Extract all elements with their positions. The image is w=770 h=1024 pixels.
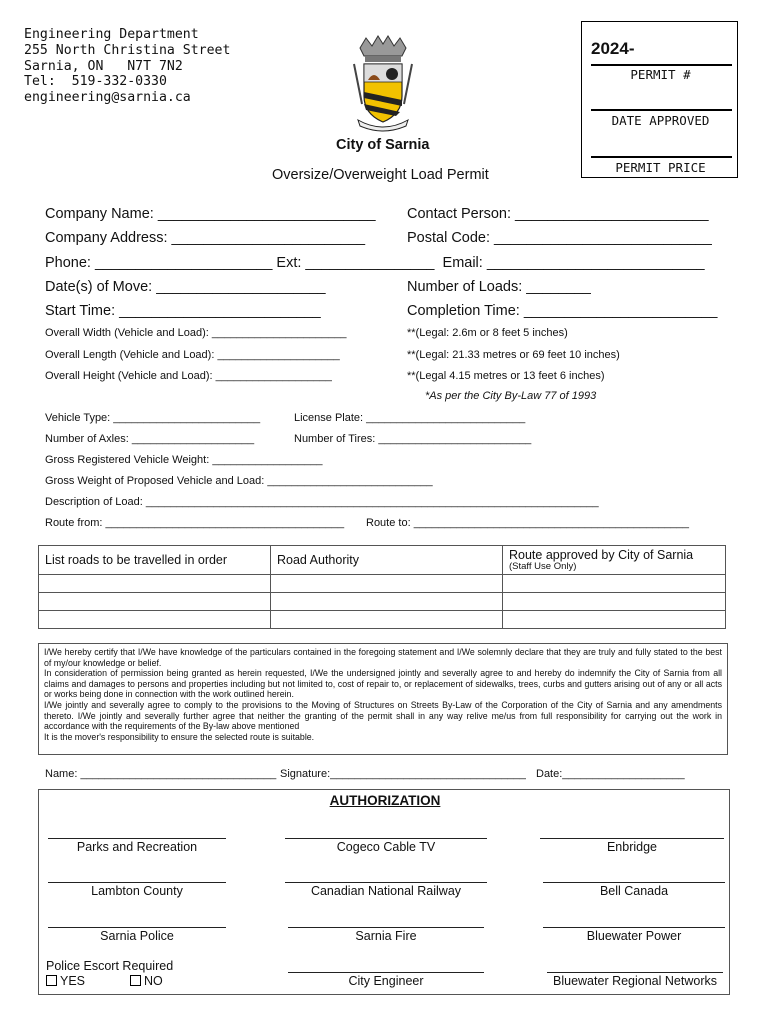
city-name: City of Sarnia [336, 137, 430, 153]
parks-label: Parks and Recreation [76, 840, 198, 854]
approved-header-label: Route approved by City of Sarnia [509, 548, 694, 562]
contact-person-field[interactable]: Contact Person: ________________________ [407, 206, 709, 222]
table-header-row [39, 546, 726, 575]
number-of-axles-field[interactable]: Number of Axles: ____________________ [45, 433, 255, 445]
department-address [24, 27, 230, 106]
police-escort-options [46, 974, 163, 988]
lambton-label: Lambton County [91, 884, 183, 898]
route-from-field[interactable]: Route from: _______________________________________ [45, 517, 345, 529]
escort-yes-checkbox[interactable] [46, 975, 57, 986]
applicant-signature-field[interactable]: Signature:________________________________ [280, 768, 526, 780]
vehicle-type-field[interactable]: Vehicle Type: ________________________ [45, 412, 261, 424]
bell-signature-line[interactable] [543, 882, 725, 883]
certification-paragraph: In consideration of permission being granted as herein requested, I/We the undersigned jointly and severally agree to and hereby do indemnify the City of Sarnia from all claims and damages to persons and properties including but not limited to, cost of repair to, or replacement of sidewalks, trees, curbs and gutters arising out of any or all acts or works being done in connection with the work outlined herein. [44, 668, 722, 700]
certification-paragraph: I/We jointly and severally agree to comply to the provisions to the Moving of Structures on Streets By-Law of the Corporation of the City of Sarnia and any amendments thereto. I/We jointly and severally further agree that neither the granting of the permit shall in any way relive me/us from full responsibility for carrying out the work in accordance with the requirements of the By-law above mentioned [44, 699, 722, 732]
route-to-field[interactable]: Route to: _____________________________________________ [366, 517, 689, 529]
permit-price-label: PERMIT PRICE [615, 160, 706, 175]
phone-ext-email-field[interactable]: Phone: ______________________ Ext: ________________ Email: ___________________________ [45, 255, 705, 271]
authority-cell[interactable] [271, 575, 503, 593]
table-row [39, 593, 726, 611]
permit-office-box [581, 21, 738, 178]
parks-signature-line[interactable] [48, 838, 226, 839]
overall-length-legal-note: **(Legal: 21.33 metres or 69 feet 10 inches) [407, 349, 620, 361]
staff-use-note: (Staff Use Only) [509, 561, 577, 572]
description-of-load-field[interactable]: Description of Load: __________________________________________________________________________ [45, 496, 599, 508]
overall-width-field[interactable]: Overall Width (Vehicle and Load): ______________________ [45, 327, 347, 339]
number-of-loads-field[interactable]: Number of Loads: ________ [407, 279, 591, 295]
city-crest-logo [352, 34, 414, 134]
lambton-signature-line[interactable] [48, 882, 226, 883]
dates-of-move-field[interactable]: Date(s) of Move: _____________________ [45, 279, 326, 295]
company-address-field[interactable]: Company Address: ________________________ [45, 230, 366, 246]
address-line: Tel: 519-332-0330 [24, 74, 167, 90]
address-line: Engineering Department [24, 27, 199, 42]
city-engineer-label: City Engineer [348, 974, 424, 988]
road-cell[interactable] [39, 611, 271, 629]
completion-time-field[interactable]: Completion Time: ________________________ [407, 303, 718, 319]
gross-registered-weight-field[interactable]: Gross Registered Vehicle Weight: __________________ [45, 454, 323, 466]
enbridge-signature-line[interactable] [540, 838, 724, 839]
license-plate-field[interactable]: License Plate: __________________________ [294, 412, 526, 424]
table-row [39, 611, 726, 629]
bell-label: Bell Canada [599, 884, 669, 898]
address-line: 255 North Christina Street [24, 42, 231, 58]
certification-paragraph: I/We hereby certify that I/We have knowledge of the particulars contained in the foregoing statement and I/We solemnly declare that they are truly and fully stated to the best of my/our knowledge or belief. [44, 647, 722, 668]
police-signature-line[interactable] [48, 927, 226, 928]
overall-height-legal-note: **(Legal 4.15 metres or 13 feet 6 inches) [407, 370, 605, 382]
approval-cell[interactable] [503, 575, 726, 593]
cn-rail-label: Canadian National Railway [310, 884, 462, 898]
date-approved-label: DATE APPROVED [611, 113, 710, 128]
certification-statement [38, 643, 728, 755]
enbridge-label: Enbridge [606, 840, 658, 854]
bluewater-networks-signature-line[interactable] [547, 972, 723, 973]
fire-label: Sarnia Fire [355, 929, 417, 943]
postal-code-field[interactable]: Postal Code: ___________________________ [407, 230, 712, 246]
address-line: Sarnia, ON N7T 7N2 [24, 58, 183, 74]
bluewater-power-label: Bluewater Power [586, 929, 682, 943]
applicant-name-field[interactable]: Name: ________________________________ [45, 768, 277, 780]
date-approved-line[interactable] [591, 109, 732, 111]
cogeco-label: Cogeco Cable TV [336, 840, 436, 854]
certification-paragraph: It is the mover's responsibility to ensure the selected route is suitable. [44, 731, 315, 742]
column-header-approved [503, 546, 726, 575]
cn-rail-signature-line[interactable] [285, 882, 487, 883]
column-header-authority: Road Authority [271, 546, 503, 575]
company-name-field[interactable]: Company Name: ___________________________ [45, 206, 376, 222]
form-title: Oversize/Overweight Load Permit [272, 167, 489, 183]
authority-cell[interactable] [271, 593, 503, 611]
bylaw-note: *As per the City By-Law 77 of 1993 [425, 390, 597, 402]
fire-signature-line[interactable] [288, 927, 484, 928]
police-escort-label: Police Escort Required [46, 959, 174, 973]
permit-number-line[interactable] [591, 64, 732, 66]
signature-date-field[interactable]: Date:____________________ [536, 768, 685, 780]
permit-year: 2024- [591, 39, 635, 58]
gross-proposed-weight-field[interactable]: Gross Weight of Proposed Vehicle and Load: ___________________________ [45, 475, 433, 487]
road-cell[interactable] [39, 593, 271, 611]
start-time-field[interactable]: Start Time: _________________________ [45, 303, 321, 319]
authorization-title: AUTHORIZATION [329, 793, 441, 808]
bluewater-power-signature-line[interactable] [543, 927, 725, 928]
number-of-tires-field[interactable]: Number of Tires: _________________________ [294, 433, 532, 445]
column-header-roads: List roads to be travelled in order [39, 546, 271, 575]
city-engineer-signature-line[interactable] [288, 972, 484, 973]
cogeco-signature-line[interactable] [285, 838, 487, 839]
authorization-box [38, 789, 730, 995]
overall-length-field[interactable]: Overall Length (Vehicle and Load): ____________________ [45, 349, 340, 361]
escort-no-checkbox[interactable] [130, 975, 141, 986]
authority-cell[interactable] [271, 611, 503, 629]
table-row [39, 575, 726, 593]
road-cell[interactable] [39, 575, 271, 593]
police-label: Sarnia Police [100, 929, 174, 943]
escort-no-label: NO [143, 974, 163, 988]
bluewater-networks-label: Bluewater Regional Networks [553, 974, 717, 988]
approval-cell[interactable] [503, 611, 726, 629]
overall-height-field[interactable]: Overall Height (Vehicle and Load): ___________________ [45, 370, 332, 382]
approval-cell[interactable] [503, 593, 726, 611]
overall-width-legal-note: **(Legal: 2.6m or 8 feet 5 inches) [407, 327, 568, 339]
escort-yes-label: YES [60, 974, 86, 988]
permit-price-line[interactable] [591, 156, 732, 158]
route-table [38, 545, 726, 629]
address-line: engineering@sarnia.ca [24, 90, 191, 106]
permit-number-label: PERMIT # [630, 67, 691, 82]
